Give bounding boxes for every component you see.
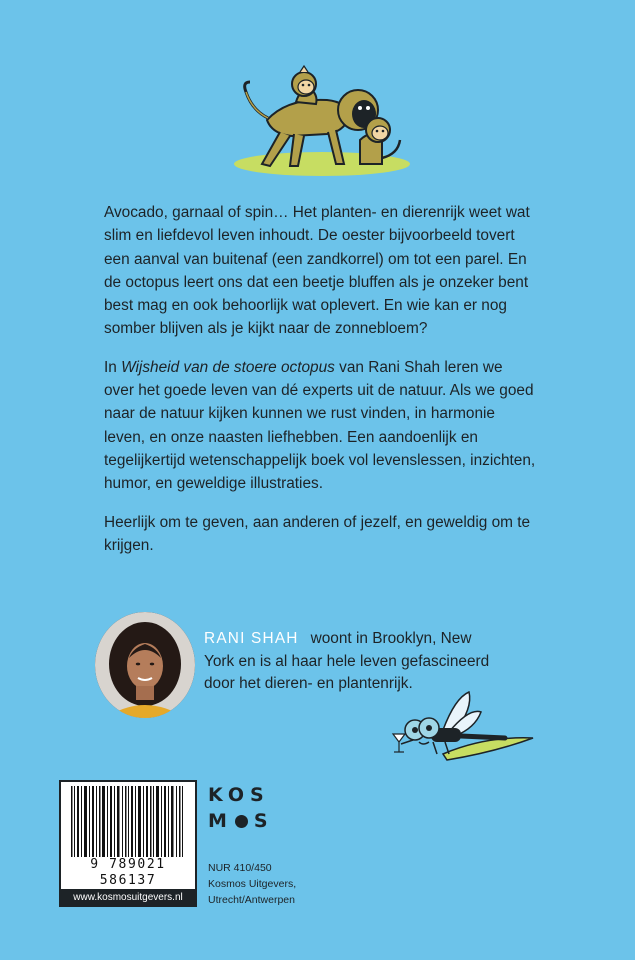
logo-dot-icon (235, 815, 248, 828)
publisher-url: www.kosmosuitgevers.nl (59, 889, 197, 907)
kosmos-logo (208, 782, 278, 834)
author-bio-text: woont in Brooklyn, New York en is al haar hele leven gefascineerd door het dieren- en plantenrijk. (204, 630, 490, 692)
logo-letter-s: S (253, 810, 274, 832)
logo-row-top: KOS (208, 784, 270, 806)
logo-letter-m: M (208, 810, 233, 832)
author-photo (95, 612, 195, 718)
publisher-name: Kosmos Uitgevers, (208, 878, 297, 890)
paragraph-book-start: In (104, 358, 122, 376)
monkey-family-illustration (232, 60, 412, 180)
book-title: Wijsheid van de stoere octopus (121, 358, 335, 376)
description-text (104, 201, 536, 572)
publisher-city: Utrecht/Antwerpen (208, 894, 295, 906)
logo-row-bottom (208, 808, 278, 834)
author-bio (204, 628, 504, 696)
paragraph-gift: Heerlijk om te geven, aan anderen of jezelf, en geweldig om te krijgen. (104, 513, 531, 554)
author-portrait-icon (95, 612, 195, 718)
barcode (59, 780, 197, 891)
publisher-info (208, 860, 296, 908)
dragonfly-with-drink-illustration (385, 690, 535, 770)
paragraph-book (104, 356, 536, 496)
author-name: RANI SHAH (204, 630, 299, 647)
paragraph-intro: Avocado, garnaal of spin… Het planten- en dierenrijk weet wat slim en liefdevol leven inhoudt. De oester bijvoorbeeld tovert een aanval van buitenaf (een zandkorrel) om tot een parel. En de octopus leert ons dat een beetje bluffen als je onzeker bent best mag en ook behoorlijk wat oplevert. En wie kan er nog somber blijven als je kijkt naar de zonnebloem? (104, 204, 530, 338)
paragraph-book-rest: van Rani Shah leren we over het goede leven van dé experts uit de natuur. Als we goed naar de natuur kijken kunnen we rust vinden, in harmonie leven, en onze naasten liefhebben. Een aandoenlijk en tegelijkertijd wetenschappelijk boek vol levenslessen, inzichten, humor, en geweldige illustraties. (104, 358, 536, 493)
nur-code: NUR 410/450 (208, 862, 272, 874)
barcode-digits: 9 789021 586137 (61, 857, 195, 889)
